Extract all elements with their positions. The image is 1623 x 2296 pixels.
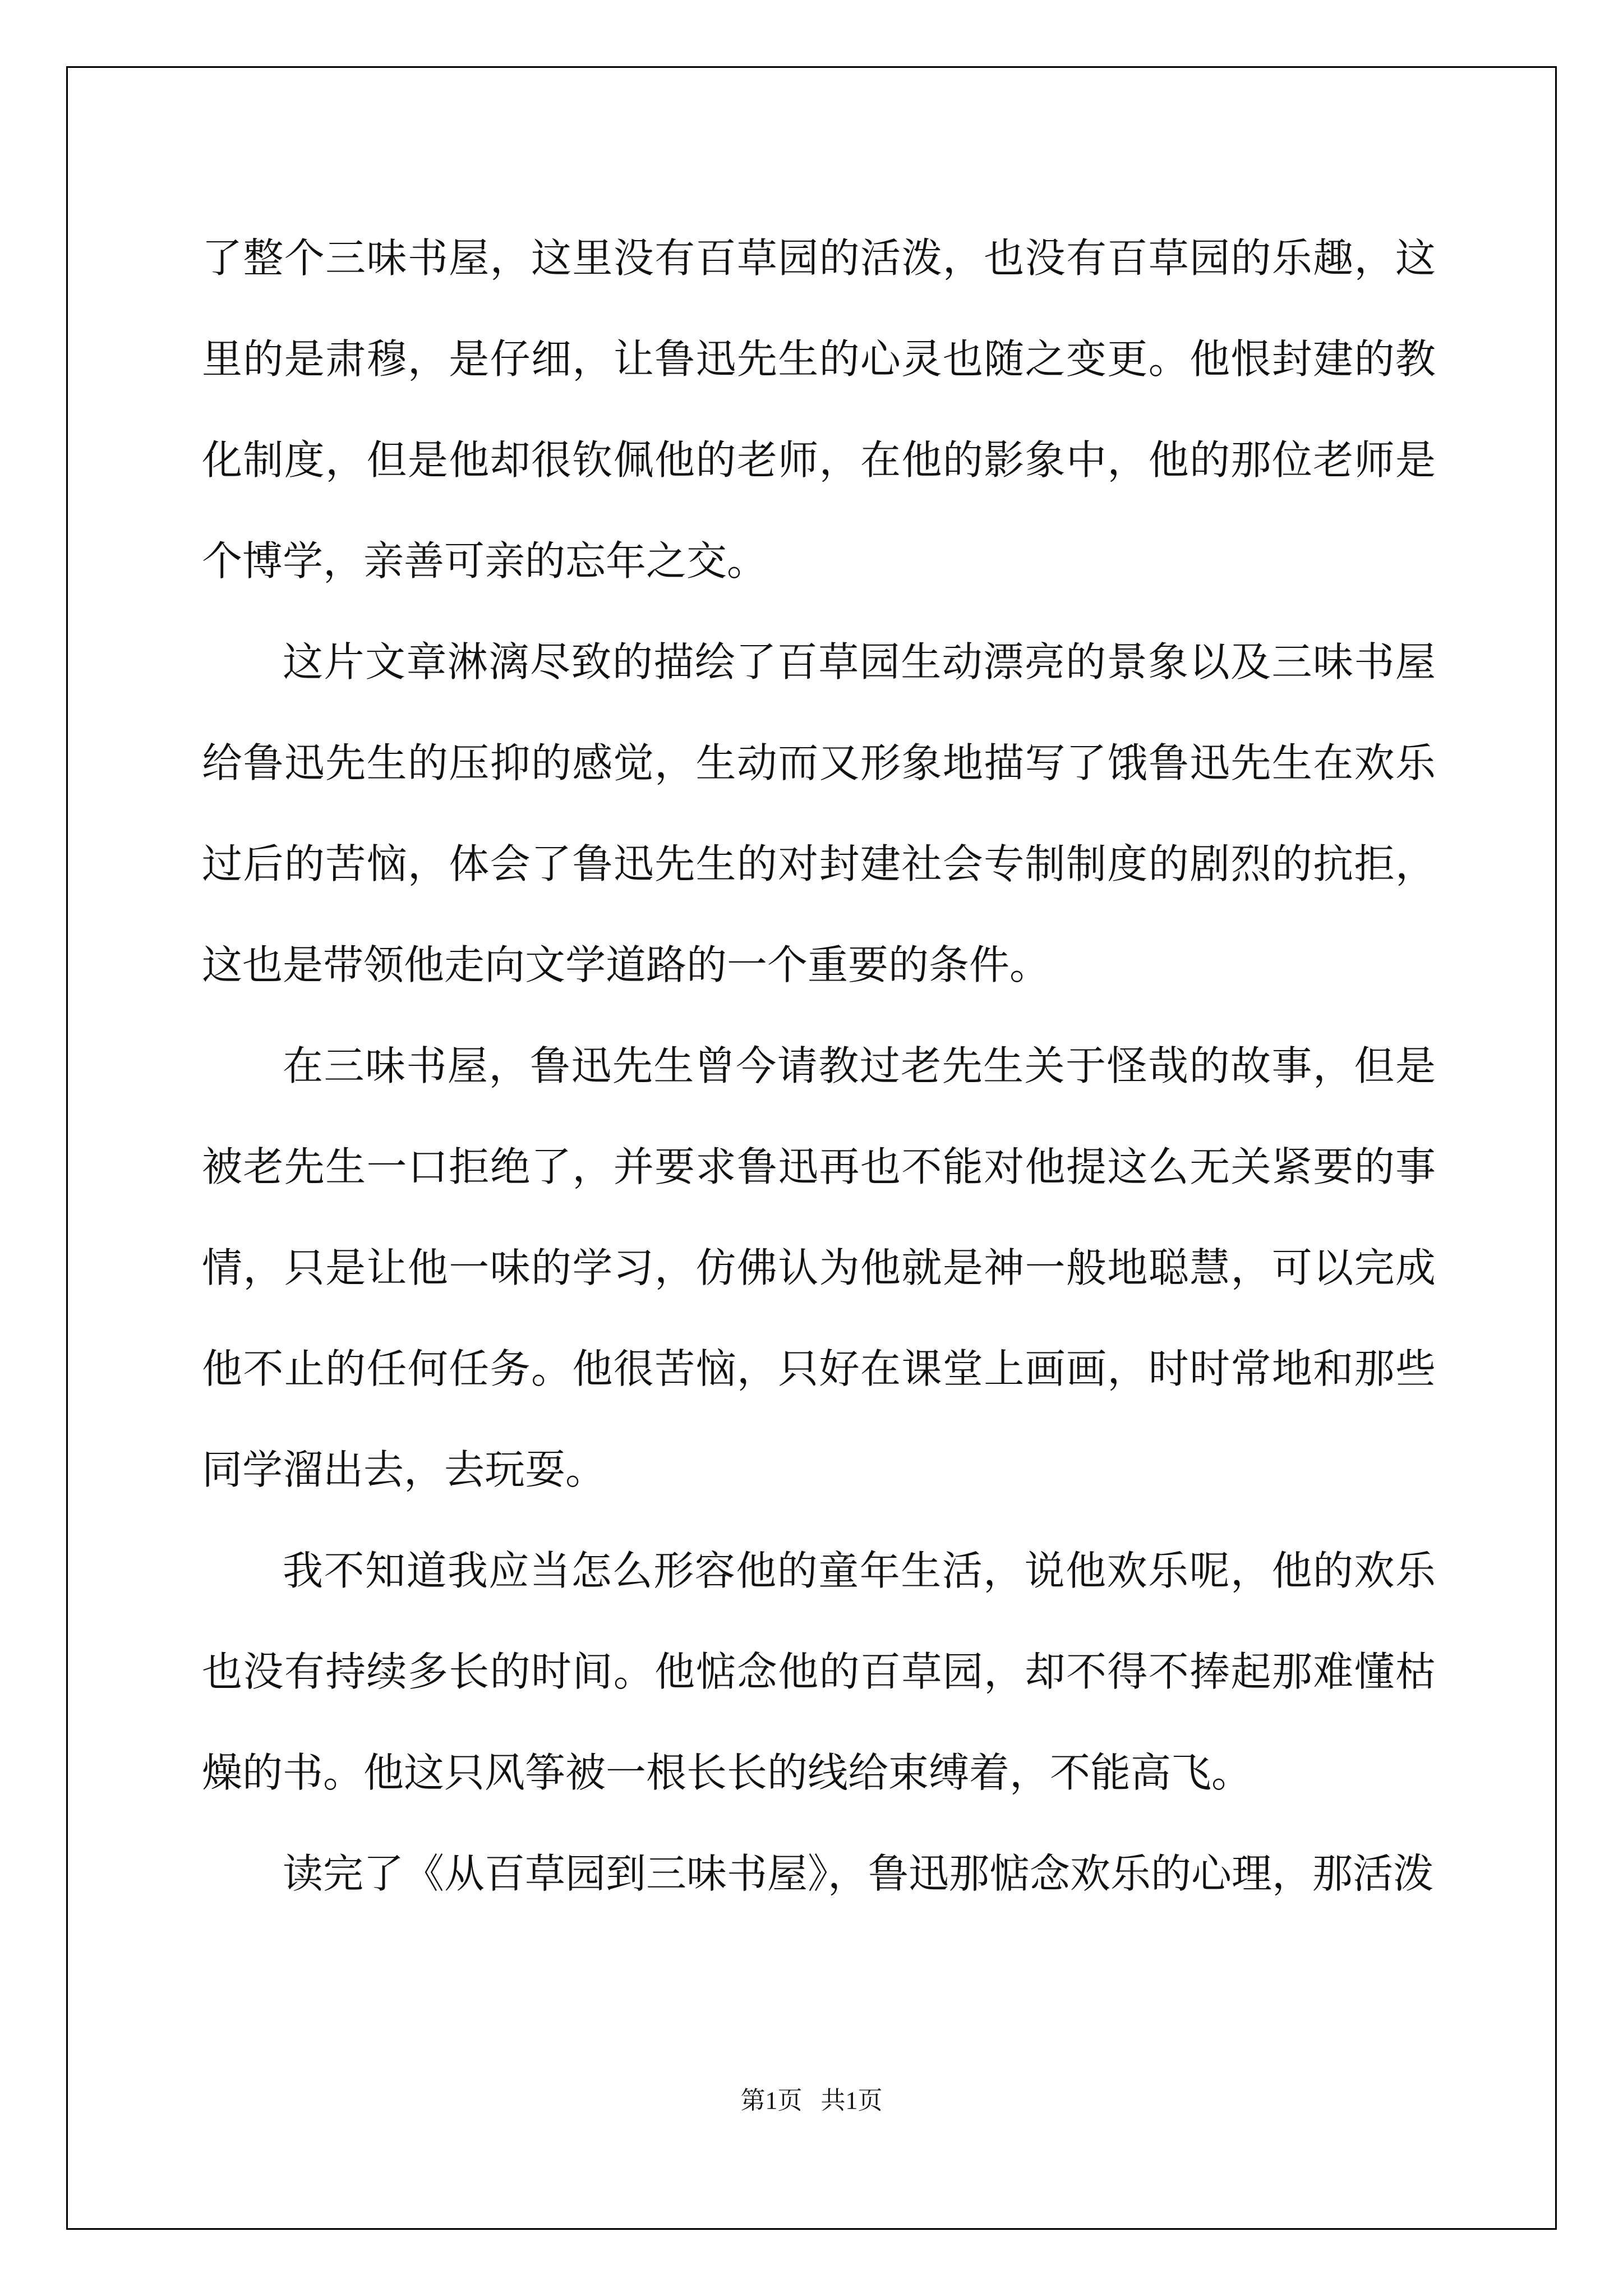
paragraph-1: 了整个三味书屋，这里没有百草园的活泼，也没有百草园的乐趣，这里的是肃穆，是仔细，让鲁迅先生的心灵也随之变更。他恨封建的教化制度，但是他却很钦佩他的老师，在他的影象中，他的那位老师是个博学，亲善可亲的忘年之交。 [202,234,1436,585]
paragraph-4: 我不知道我应当怎么形容他的童年生活，说他欢乐呢，他的欢乐也没有持续多长的时间。他惦念他的百草园，却不得不捧起那难懂枯燥的书。他这只风筝被一根长长的线给束缚着，不能高飞。 [202,1547,1436,1796]
page-footer: 第1页 共1页 [740,2087,883,2114]
paragraph-3: 在三味书屋，鲁迅先生曾今请教过老先生关于怪哉的故事，但是被老先生一口拒绝了，并要求鲁迅再也不能对他提这么无关紧要的事情，只是让他一味的学习，仿佛认为他就是神一般地聪慧，可以完成他不止的任何任务。他很苦恼，只好在课堂上画画，时时常地和那些同学溜出去，去玩耍。 [202,1042,1436,1493]
paragraph-5: 读完了《从百草园到三味书屋》，鲁迅那惦念欢乐的心理，那活泼 [283,1850,1434,1897]
paragraph-2: 这片文章淋漓尽致的描绘了百草园生动漂亮的景象以及三味书屋给鲁迅先生的压抑的感觉，生动而又形象地描写了饿鲁迅先生在欢乐过后的苦恼，体会了鲁迅先生的对封建社会专制制度的剧烈的抗拒，这也是带领他走向文学道路的一个重要的条件。 [202,638,1436,988]
document-body [202,208,1436,1924]
